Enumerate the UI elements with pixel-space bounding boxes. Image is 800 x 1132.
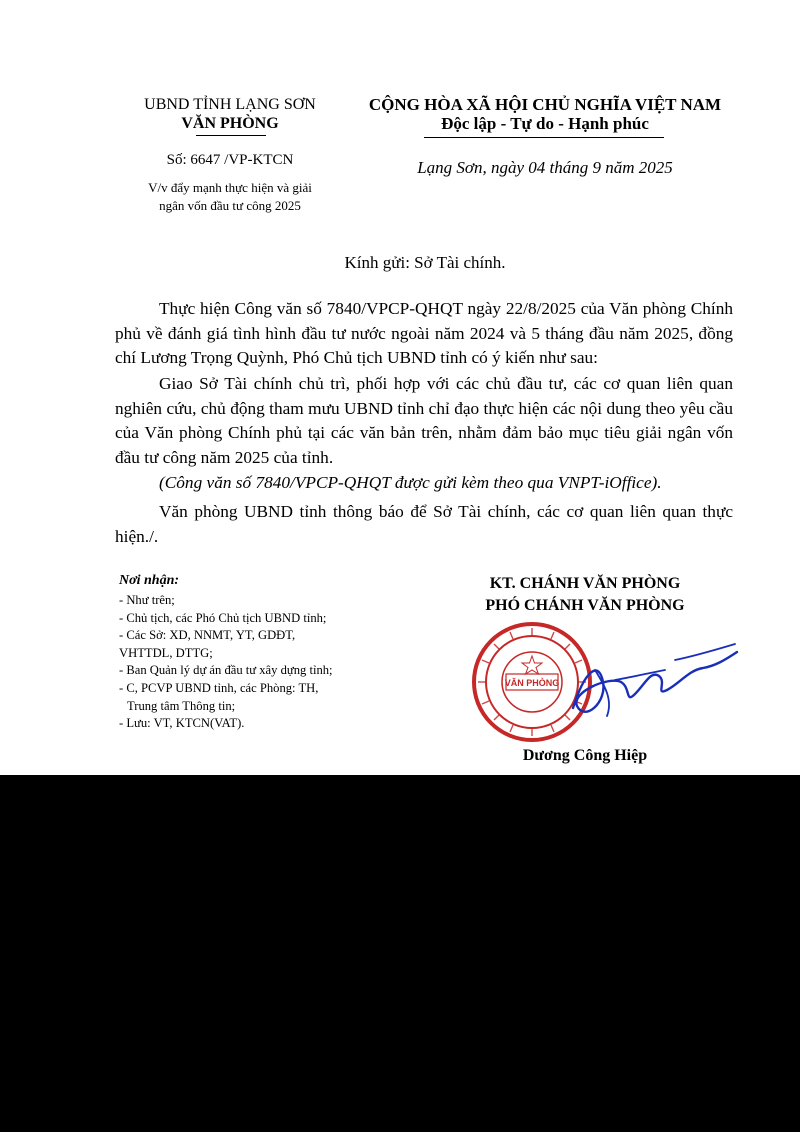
body-paragraph-4: Văn phòng UBND tỉnh thông báo để Sở Tài chính, các cơ quan liên quan thực hiện./. [115, 502, 733, 546]
body-paragraph-2: Giao Sở Tài chính chủ trì, phối hợp với các chủ đầu tư, các cơ quan liên quan nghiên cứu, chủ động tham mưu UBND tỉnh chỉ đạo thực hiện các nội dung theo yêu cầu của Văn phòng Chính phủ tại các văn bản trên, nhằm đảm bảo mục tiêu giải ngân vốn đầu tư công năm 2025 của tỉnh. [115, 374, 733, 467]
subject-line2: ngân vốn đầu tư công 2025 [159, 198, 301, 213]
subject-line1: V/v đẩy mạnh thực hiện và giải [148, 180, 312, 195]
list-item: - Chủ tịch, các Phó Chủ tịch UBND tỉnh; [119, 610, 327, 625]
list-item: - Lưu: VT, KTCN(VAT). [119, 716, 245, 731]
body-paragraph-3: (Công văn số 7840/VPCP-QHQT được gửi kèm theo qua VNPT-iOffice). [159, 473, 662, 492]
agency-underline [196, 135, 266, 136]
list-item: VHTTDL, DTTG; [119, 645, 213, 660]
list-item: - Các Sở: XD, NNMT, YT, GDĐT, [119, 628, 296, 643]
document-number: Số: 6647 /VP-KTCN [166, 152, 294, 168]
motto-underline [424, 137, 664, 138]
agency-line1: UBND TỈNH LẠNG SƠN [144, 96, 316, 113]
noi-nhan-title: Nơi nhận: [119, 573, 180, 588]
national-title: CỘNG HÒA XÃ HỘI CHỦ NGHĨA VIỆT NAM [368, 95, 722, 114]
national-motto: Độc lập - Tự do - Hạnh phúc [441, 114, 649, 133]
noi-nhan-list [119, 592, 389, 733]
document-subject [120, 179, 340, 215]
list-item: - C, PCVP UBND tỉnh, các Phòng: TH, [119, 680, 319, 695]
signer-name: Dương Công Hiệp [522, 747, 648, 764]
signer-title-1: KT. CHÁNH VĂN PHÒNG [489, 575, 681, 592]
list-item: - Ban Quản lý dự án đầu tư xây dựng tỉnh; [119, 663, 333, 678]
signer-title-2: PHÓ CHÁNH VĂN PHÒNG [485, 597, 685, 614]
list-item: - Như trên; [119, 593, 175, 607]
agency-line2: VĂN PHÒNG [181, 115, 279, 132]
list-item: Trung tâm Thông tin; [127, 698, 236, 713]
recipient-line: Kính gửi: Sở Tài chính. [344, 253, 506, 272]
body-paragraph-1: Thực hiện Công văn số 7840/VPCP-QHQT ngày 22/8/2025 của Văn phòng Chính phủ về đánh giá tình hình đầu tư nước ngoài năm 2024 và 5 tháng đầu năm 2025, đồng chí Lương Trọng Quỳnh, Phó Chủ tịch UBND tỉnh có ý kiến như sau: [115, 299, 733, 367]
document-date: Lạng Sơn, ngày 04 tháng 9 năm 2025 [417, 158, 673, 177]
seal-text: VĂN PHÒNG [504, 678, 560, 688]
handwritten-signature [555, 630, 745, 730]
